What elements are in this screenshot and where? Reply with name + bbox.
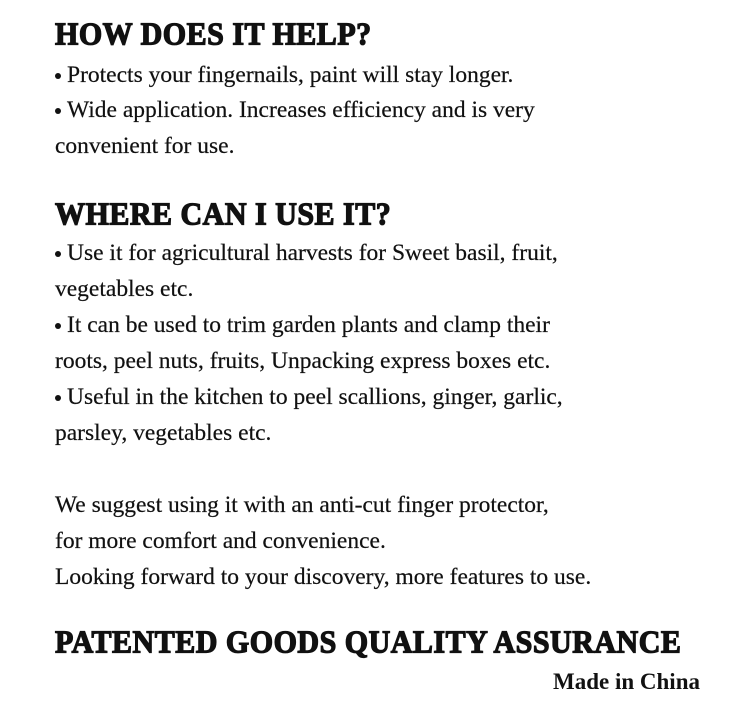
- help-bullet-wide-application-text: Wide application. Increases efficiency and is very: [67, 97, 535, 123]
- use-bullet-kitchen-text: Useful in the kitchen to peel scallions, ginger, garlic,: [67, 384, 563, 410]
- bullet-icon: [55, 251, 61, 257]
- bullet-icon: [55, 323, 61, 329]
- bullet-icon: [55, 108, 61, 114]
- help-bullet-wide-application-cont: convenient for use.: [55, 133, 235, 159]
- bullet-icon: [55, 73, 61, 79]
- bullet-icon: [55, 395, 61, 401]
- suggestion-line-3: Looking forward to your discovery, more features to use.: [55, 564, 592, 590]
- suggestion-line-1: We suggest using it with an anti-cut finger protector,: [55, 492, 549, 518]
- use-bullet-garden-text: It can be used to trim garden plants and clamp their: [67, 312, 550, 338]
- help-bullet-fingernails-text: Protects your fingernails, paint will stay longer.: [67, 62, 514, 88]
- made-in-china-label: Made in China: [553, 669, 700, 694]
- use-bullet-kitchen: [55, 382, 563, 412]
- quality-assurance-heading: PATENTED GOODS QUALITY ASSURANCE: [55, 625, 682, 660]
- use-bullet-agricultural: [55, 238, 558, 268]
- help-bullet-fingernails: [55, 60, 513, 90]
- help-bullet-wide-application: [55, 95, 535, 125]
- use-bullet-agricultural-cont: vegetables etc.: [55, 276, 194, 302]
- how-does-it-help-heading: HOW DOES IT HELP?: [55, 17, 372, 52]
- use-bullet-garden-cont: roots, peel nuts, fruits, Unpacking express boxes etc.: [55, 348, 551, 374]
- where-can-i-use-it-heading: WHERE CAN I USE IT?: [55, 197, 392, 232]
- use-bullet-garden: [55, 310, 550, 340]
- use-bullet-agricultural-text: Use it for agricultural harvests for Sweet basil, fruit,: [67, 240, 558, 266]
- use-bullet-kitchen-cont: parsley, vegetables etc.: [55, 420, 272, 446]
- suggestion-line-2: for more comfort and convenience.: [55, 528, 386, 554]
